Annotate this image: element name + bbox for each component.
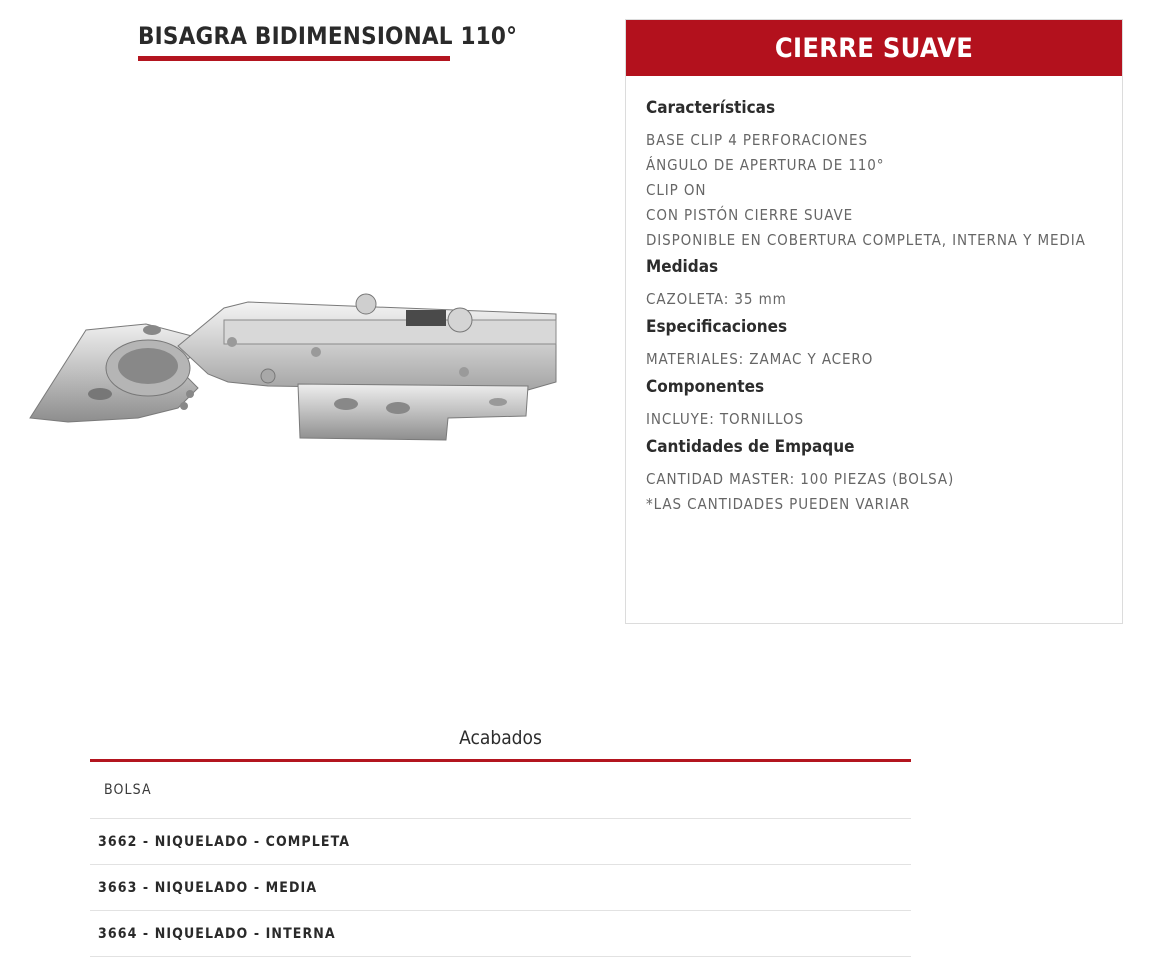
section-title-componentes: Componentes (646, 377, 765, 397)
panel-header: CIERRE SUAVE (626, 20, 1122, 76)
acabados-row[interactable]: 3663 - NIQUELADO - MEDIA (90, 865, 911, 911)
spec-item: ÁNGULO DE APERTURA DE 110° (646, 156, 885, 174)
section-title-especificaciones: Especificaciones (646, 317, 788, 337)
acabados-table (90, 762, 911, 957)
panel-body (626, 76, 1122, 513)
spec-item: CON PISTÓN CIERRE SUAVE (646, 206, 854, 224)
acabados-row[interactable]: 3664 - NIQUELADO - INTERNA (90, 911, 911, 957)
spec-item: BASE CLIP 4 PERFORACIONES (646, 131, 868, 149)
acabados-header-row: BOLSA (90, 762, 911, 819)
acabados-title: Acabados (459, 727, 542, 749)
spec-item: CANTIDAD MASTER: 100 PIEZAS (BOLSA) (646, 470, 955, 488)
section-title-medidas: Medidas (646, 257, 719, 277)
product-title: BISAGRA BIDIMENSIONAL 110° (138, 22, 518, 50)
specs-panel (625, 19, 1123, 624)
hinge-product-image (28, 290, 558, 446)
spec-item: CLIP ON (646, 181, 707, 199)
caracteristicas-list (646, 131, 1102, 249)
section-title-caracteristicas: Características (646, 98, 776, 118)
spec-item: CAZOLETA: 35 mm (646, 290, 787, 308)
title-underline (138, 56, 450, 61)
empaque-list (646, 470, 1102, 513)
spec-item: *LAS CANTIDADES PUEDEN VARIAR (646, 495, 911, 513)
spec-item: MATERIALES: ZAMAC Y ACERO (646, 350, 874, 368)
section-title-empaque: Cantidades de Empaque (646, 437, 855, 457)
spec-item: DISPONIBLE EN COBERTURA COMPLETA, INTERNA Y MEDIA (646, 231, 1086, 249)
spec-item: INCLUYE: TORNILLOS (646, 410, 804, 428)
acabados-row[interactable]: 3662 - NIQUELADO - COMPLETA (90, 819, 911, 865)
